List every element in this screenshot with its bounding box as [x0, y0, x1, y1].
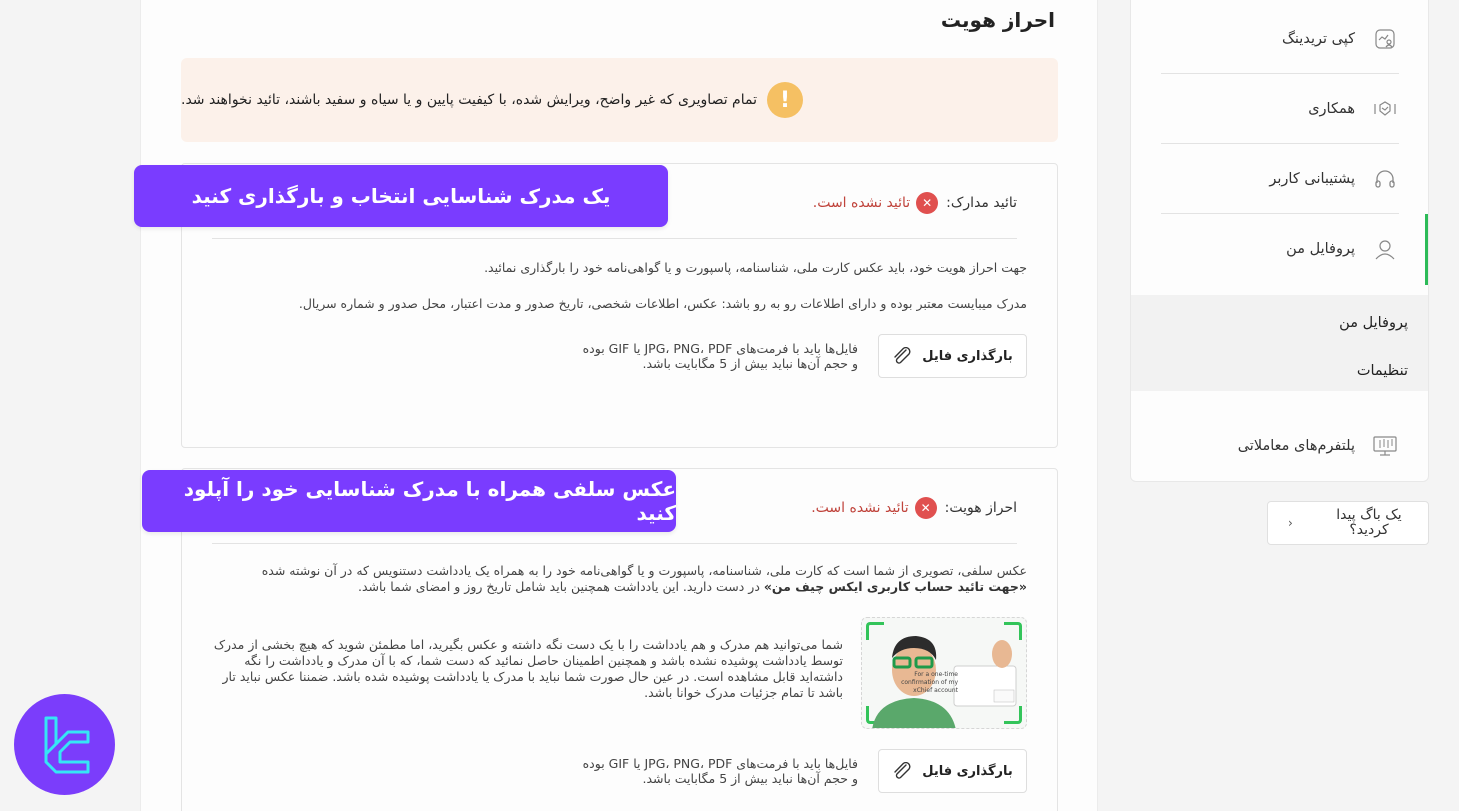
- sidebar-item-label: پروفایل من: [1286, 241, 1355, 257]
- highlight-text: «جهت تائید حساب کاربری ایکس چیف من»: [763, 579, 1027, 594]
- headphones-icon: [1371, 165, 1399, 193]
- sidebar-item-trading-platforms[interactable]: [1161, 411, 1399, 481]
- sidebar-item-partnership[interactable]: [1161, 74, 1399, 144]
- text-segment: در دست دارید. این یادداشت همچنین باید شامل تاریخ روز و امضای شما باشد.: [357, 579, 764, 594]
- upload-row: [583, 334, 1027, 378]
- report-bug-button[interactable]: [1267, 501, 1429, 545]
- upload-info: [583, 756, 858, 786]
- exclamation-icon: !: [767, 82, 803, 118]
- divider: [212, 543, 1017, 544]
- trading-platform-icon: [1371, 432, 1399, 460]
- status-label: احراز هویت:: [944, 500, 1017, 516]
- sidebar: [1130, 0, 1429, 482]
- instruction-text: جهت احراز هویت خود، باید عکس کارت ملی، شناسنامه، پاسپورت و یا گواهی‌نامه خود را بارگذاری نمائید.: [484, 260, 1027, 275]
- copy-trading-icon: [1371, 25, 1399, 53]
- annotation-banner: عکس سلفی همراه با مدرک شناسایی خود را آپلود کنید: [142, 470, 676, 532]
- status-value: تائید نشده است.: [811, 500, 909, 516]
- handshake-icon: [1371, 95, 1399, 123]
- upload-button-label: بارگذاری فایل: [922, 763, 1013, 779]
- selfie-guidance-text: شما می‌توانید هم مدرک و هم یادداشت را با یک دست نگه داشته و عکس بگیرید، اما مطمئن شوید که هیچ بخشی از مدرک توسط یادداشت پوشیده نشده باشد و همچنین اطمینان حاصل نمائید که دست شما، که با آن مدرک و یادداشت را نگه داشته‌اید قابل مشاهده است. در عین حال صورت شما نباید با مدرک یا یادداشت پوشیده شده باشد. ضمننا عکس نباید تار باشد تا تمام جزئیات مدرک خوانا باشد.: [213, 637, 843, 700]
- sidebar-item-label: پشتیبانی کاربر: [1269, 170, 1355, 187]
- svg-text:confirmation of my: confirmation of my: [901, 679, 958, 686]
- text-segment: عکس سلفی، تصویری از شما است که کارت ملی، شناسنامه، پاسپورت و یا گواهی‌نامه خود را به همراه یک یادداشت دستنویس که در آن نوشته شده: [261, 563, 1027, 578]
- svg-text:For a one-time: For a one-time: [914, 671, 958, 678]
- selfie-example-row: [213, 617, 1027, 729]
- sidebar-item-my-profile[interactable]: [1161, 214, 1399, 284]
- sidebar-item-copy-trading[interactable]: [1161, 4, 1399, 74]
- status-value: تائید نشده است.: [812, 195, 911, 211]
- upload-info: [583, 341, 858, 371]
- selfie-status: [811, 497, 1017, 519]
- main-panel: [140, 0, 1098, 811]
- upload-file-button[interactable]: [878, 749, 1027, 793]
- divider: [212, 238, 1017, 239]
- upload-row: [583, 749, 1027, 793]
- status-label: تائید مدارک:: [946, 195, 1017, 211]
- document-status: [813, 192, 1017, 214]
- brand-logo: [14, 694, 115, 795]
- page-title: احراز هویت: [940, 8, 1055, 32]
- upload-info-line: فایل‌ها باید با فرمت‌های JPG، PNG، PDF یا GIF بوده: [582, 341, 858, 356]
- paperclip-icon: [892, 347, 914, 365]
- sidebar-item-label: پلتفرم‌های معاملاتی: [1237, 438, 1355, 454]
- close-circle-icon: ✕: [916, 192, 938, 214]
- paperclip-icon: [892, 762, 914, 780]
- sidebar-item-label: کپی تریدینگ: [1281, 30, 1355, 47]
- close-circle-icon: ✕: [915, 497, 937, 519]
- annotation-banner: یک مدرک شناسایی انتخاب و بارگذاری کنید: [134, 165, 668, 227]
- sidebar-item-label: همکاری: [1308, 100, 1355, 117]
- submenu-item-settings[interactable]: تنظیمات: [1356, 363, 1408, 379]
- warning-text: تمام تصاویری که غیر واضح، ویرایش شده، با کیفیت پایین و یا سیاه و سفید باشند، تائید نخواهند شد.: [181, 92, 757, 108]
- warning-alert: [181, 58, 1058, 142]
- upload-info-line: فایل‌ها باید با فرمت‌های JPG، PNG، PDF یا GIF بوده: [582, 756, 858, 771]
- svg-text:xChief account: xChief account: [913, 687, 958, 694]
- upload-info-line: و حجم آن‌ها نباید بیش از 5 مگابایت باشد.: [642, 356, 858, 371]
- active-indicator: [1425, 214, 1428, 285]
- selfie-sample-image: [861, 617, 1027, 729]
- upload-file-button[interactable]: [878, 334, 1027, 378]
- report-bug-label: یک باگ پیدا کردید؟: [1336, 507, 1402, 538]
- requirements-text: مدرک میبایست معتبر بوده و دارای اطلاعات رو به رو باشد: عکس، اطلاعات شخصی، تاریخ صدور و مدت اعتبار، محل صدور و شماره سریال.: [298, 296, 1027, 311]
- sidebar-item-support[interactable]: [1161, 144, 1399, 214]
- profile-submenu: [1131, 295, 1428, 391]
- selfie-instruction-text: [227, 563, 1027, 595]
- user-icon: [1371, 235, 1399, 263]
- submenu-item-my-profile[interactable]: پروفایل من: [1339, 315, 1408, 331]
- upload-info-line: و حجم آن‌ها نباید بیش از 5 مگابایت باشد.: [642, 771, 858, 786]
- upload-button-label: بارگذاری فایل: [922, 348, 1013, 364]
- chevron-right-icon: ›: [1288, 516, 1293, 530]
